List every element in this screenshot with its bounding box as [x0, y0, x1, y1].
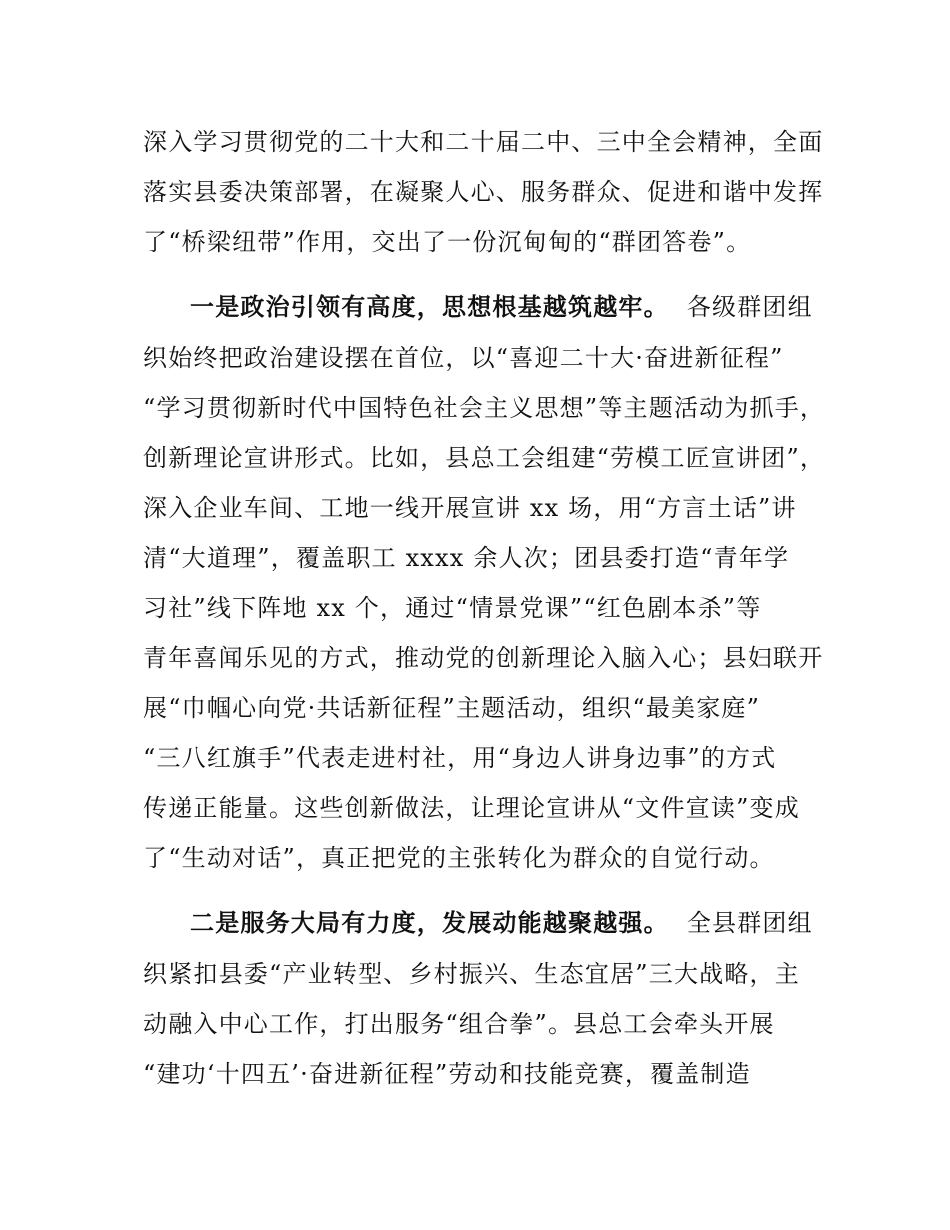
text-line: 创新理论宣讲形式。比如，县总工会组建“劳模工匠宣讲团”， [143, 444, 826, 472]
section-heading: 二是服务大局有力度，发展动能越聚越强。 [190, 909, 669, 937]
text-line: 深入企业车间、工地一线开展宣讲 xx 场，用“方言土话”讲 [143, 494, 797, 522]
text-line: 清“大道理”，覆盖职工 xxxx 余人次；团县委打造“青年学 [143, 544, 790, 572]
section-heading: 一是政治引领有高度，思想根基越筑越牢。 [190, 293, 669, 321]
text-line: 织紧扣县委“产业转型、乡村振兴、生态宜居”三大战略，主 [143, 960, 800, 988]
text-line: “学习贯彻新时代中国特色社会主义思想”等主题活动为抓手， [143, 394, 826, 422]
text-line: 深入学习贯彻党的二十大和二十届二中、三中全会精神，全面 [143, 128, 824, 156]
text-span: 全县群团组 [686, 909, 813, 937]
text-line: 落实县委决策部署，在凝聚人心、服务群众、促进和谐中发挥 [143, 178, 824, 206]
text-line: 展“巾帼心向党·共话新征程”主题活动，组织“最美家庭” [143, 694, 761, 722]
paragraph-first-line [190, 291, 813, 323]
text-line: 织始终把政治建设摆在首位，以“喜迎二十大·奋进新征程” [143, 344, 784, 372]
text-span: 各级群团组 [686, 293, 813, 321]
text-line: “建功‘十四五’·奋进新征程”劳动和技能竞赛，覆盖制造 [143, 1060, 751, 1088]
text-line: 了“生动对话”，真正把党的主张转化为群众的自觉行动。 [143, 844, 775, 872]
text-line: 习社”线下阵地 xx 个，通过“情景党课”“红色剧本杀”等 [143, 594, 762, 622]
text-line: 青年喜闻乐见的方式，推动党的创新理论入脑入心；县妇联开 [143, 644, 824, 672]
text-line: 传递正能量。这些创新做法，让理论宣讲从“文件宣读”变成 [143, 794, 800, 822]
text-line: 了“桥梁纽带”作用，交出了一份沉甸甸的“群团答卷”。 [143, 228, 752, 256]
text-line: 动融入中心工作，打出服务“组合拳”。县总工会牵头开展 [143, 1010, 775, 1038]
paragraph-first-line [190, 907, 813, 939]
text-line: “三八红旗手”代表走进村社，用“身边人讲身边事”的方式 [143, 744, 777, 772]
